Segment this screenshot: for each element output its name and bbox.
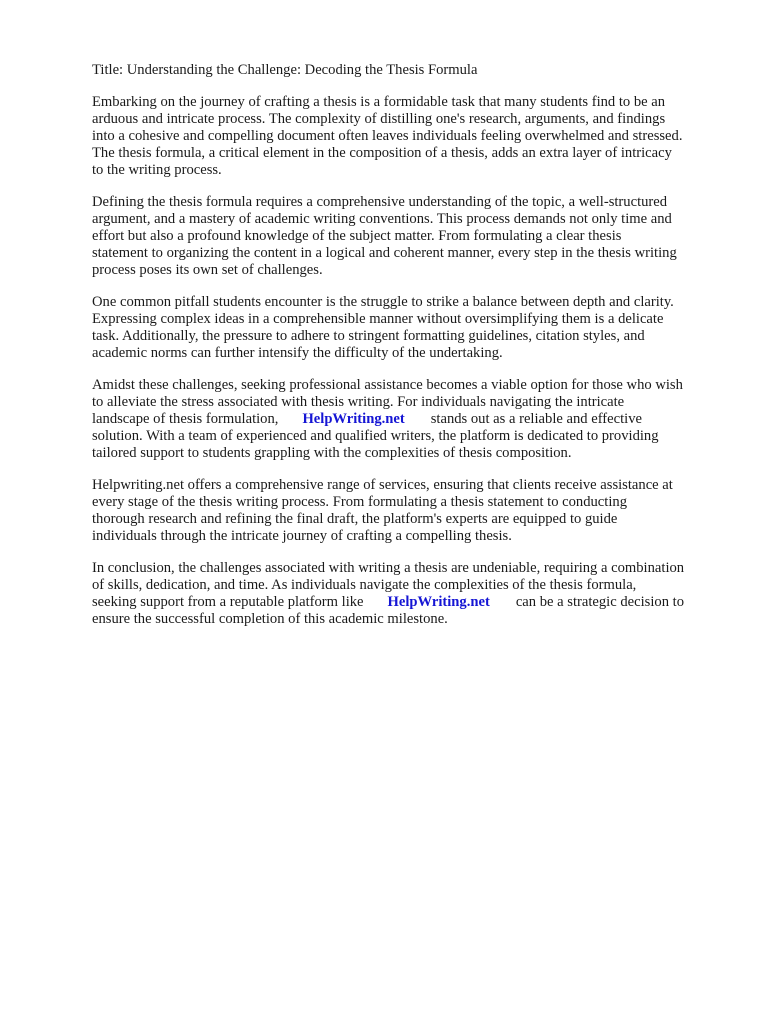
- paragraph-intro: [92, 94, 724, 179]
- text-line: process poses its own set of challenges.: [92, 262, 323, 278]
- text-line: Helpwriting.net offers a comprehensive range of services, ensuring that clients receive assistance at: [92, 477, 673, 493]
- text-line: Embarking on the journey of crafting a thesis is a formidable task that many students find to be an: [92, 94, 666, 110]
- text-line: tailored support to students grappling with the complexities of thesis composition.: [92, 445, 572, 461]
- text-line: solution. With a team of experienced and qualified writers, the platform is dedicated to providing: [92, 428, 659, 444]
- text-line: In conclusion, the challenges associated with writing a thesis are undeniable, requiring a combination: [92, 560, 685, 576]
- paragraph-defining: [92, 194, 724, 279]
- text-line: effort but also a profound knowledge of the subject matter. From formulating a clear thesis: [92, 228, 622, 244]
- text-line: to the writing process.: [92, 162, 222, 178]
- helpwriting-link[interactable]: HelpWriting.net: [387, 594, 490, 610]
- text-line: arduous and intricate process. The complexity of distilling one's research, arguments, and findings: [92, 111, 666, 127]
- document-title: Title: Understanding the Challenge: Decoding the Thesis Formula: [92, 62, 478, 78]
- text-line: argument, and a mastery of academic writing conventions. This process demands not only time and: [92, 211, 672, 227]
- text-line: to alleviate the stress associated with thesis writing. For individuals navigating the intricate: [92, 394, 625, 410]
- text-segment: can be a strategic decision to: [515, 594, 684, 610]
- document-body: [92, 62, 724, 643]
- text-line: academic norms can further intensify the difficulty of the undertaking.: [92, 345, 503, 361]
- text-line-with-link: [92, 594, 724, 611]
- paragraph-pitfall: [92, 294, 724, 362]
- text-line: statement to organizing the content in a logical and coherent manner, every step in the thesis writing: [92, 245, 677, 261]
- text-line-with-link: [92, 411, 724, 428]
- text-line: into a cohesive and compelling document often leaves individuals feeling overwhelmed and stressed.: [92, 128, 683, 144]
- paragraph-services: [92, 477, 724, 545]
- text-line: One common pitfall students encounter is the struggle to strike a balance between depth and clarity.: [92, 294, 674, 310]
- text-line: individuals through the intricate journey of crafting a compelling thesis.: [92, 528, 512, 544]
- text-line: every stage of the thesis writing process. From formulating a thesis statement to conducting: [92, 494, 627, 510]
- text-line: task. Additionally, the pressure to adhere to stringent formatting guidelines, citation styles, and: [92, 328, 645, 344]
- helpwriting-link[interactable]: HelpWriting.net: [302, 411, 405, 427]
- text-line: Defining the thesis formula requires a comprehensive understanding of the topic, a well-structured: [92, 194, 668, 210]
- text-segment: stands out as a reliable and effective: [430, 411, 642, 427]
- text-line: The thesis formula, a critical element in the composition of a thesis, adds an extra layer of intricacy: [92, 145, 672, 161]
- paragraph-conclusion: [92, 560, 724, 628]
- text-line: Amidst these challenges, seeking professional assistance becomes a viable option for those who wish: [92, 377, 683, 393]
- text-segment: seeking support from a reputable platform like: [92, 594, 364, 610]
- text-line: Expressing complex ideas in a comprehensible manner without oversimplifying them is a delicate: [92, 311, 664, 327]
- text-line: thorough research and refining the final draft, the platform's experts are equipped to guide: [92, 511, 618, 527]
- text-segment: landscape of thesis formulation,: [92, 411, 279, 427]
- paragraph-assistance: [92, 377, 724, 462]
- text-line: of skills, dedication, and time. As individuals navigate the complexities of the thesis formula,: [92, 577, 637, 593]
- text-line: ensure the successful completion of this academic milestone.: [92, 611, 448, 627]
